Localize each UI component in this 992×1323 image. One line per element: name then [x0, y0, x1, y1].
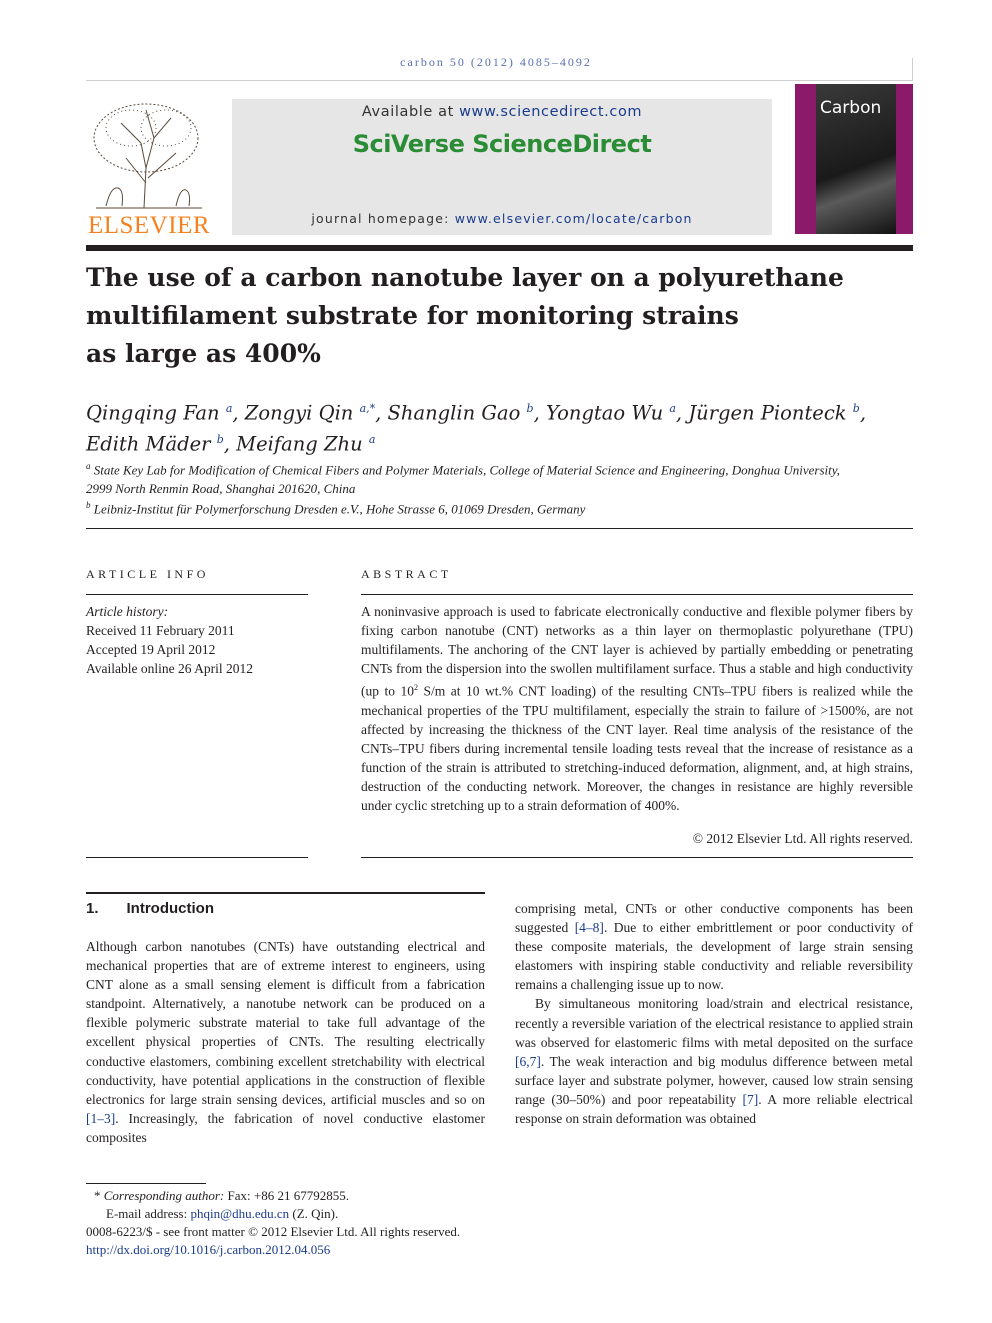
section-title: Introduction	[126, 900, 214, 917]
paragraph	[86, 937, 485, 1147]
author-name[interactable]: Qingqing Fan	[86, 401, 220, 425]
email-label: E-mail address:	[106, 1206, 191, 1221]
publisher-logo-text: ELSEVIER	[87, 212, 211, 239]
section-heading	[86, 900, 214, 917]
corresponding-author-note	[86, 1187, 686, 1205]
paragraph-text: . Increasingly, the fabrication of novel conductive elastomer composites	[86, 1110, 485, 1145]
footnote-marker: *	[94, 1188, 101, 1203]
footnotes	[86, 1187, 686, 1259]
abstract-superscript: 2	[414, 683, 419, 693]
article-info-rule	[86, 594, 308, 595]
cover-title: Carbon	[820, 98, 882, 118]
affiliation-b	[86, 496, 914, 518]
history-label: Article history:	[86, 604, 169, 619]
abstract-text: S/m at 10 wt.% CNT loading) of the resulting CNTs–TPU fibers is realized while the mechanical properties of the TPU multifilament, especially the strain to failure of >1500%, are not affected by increasing the thickness of the CNT layer. Real time analysis of the resistance of the CNTs–TPU fibers during incremental tensile loading tests reveal that the increase of resistance as a function of the strain is attributed to stretching-induced deformation, alignment, and, at high strains, destruction of the conducting network. Moreover, the changes in resistance are highly reversible under cyclic stretching up to a strain deformation of 400%.	[361, 683, 913, 814]
article-history	[86, 602, 306, 678]
author-affiliation-marker[interactable]: b	[526, 402, 534, 415]
article-info-heading: ARTICLE INFO	[86, 567, 209, 581]
corresponding-fax: Fax: +86 21 67792855.	[224, 1188, 349, 1203]
header-divider-tick	[912, 58, 913, 80]
author-name[interactable]: Shanglin Gao	[387, 401, 521, 425]
tree-icon	[86, 98, 212, 213]
citation-link[interactable]: [4–8]	[574, 920, 604, 936]
author-affiliation-marker[interactable]: a	[669, 402, 676, 415]
paragraph-text: . Due to either embrittlement or poor conductivity of these composite materials, the development of large strain sensing elastomers with inspiring stable conductivity and reliable reversibility remains a challenging issue up to now.	[515, 920, 913, 993]
journal-homepage-link[interactable]: www.elsevier.com/locate/carbon	[454, 211, 693, 226]
abstract-copyright: © 2012 Elsevier Ltd. All rights reserved.	[692, 831, 913, 846]
affiliation-a	[86, 457, 914, 498]
title-line: The use of a carbon nanotube layer on a polyurethane	[86, 263, 844, 292]
intro-right-column	[515, 899, 913, 1128]
paragraph-text: . A more reliable electrical response on strain deformation was obtained	[515, 1091, 914, 1127]
online-date: Available online 26 April 2012	[86, 661, 253, 676]
author-list: Qingqing Fan $^a$, Zongyi Qin $^{a,*}$, Shanglin Gao $^b$, Yongtao Wu $^a$, Jürgen Pionteck $^b$, Edith Mäder $^b$, Meifang Zhu $^a$	[86, 401, 867, 455]
affiliations-divider	[86, 528, 913, 529]
author-affiliation-marker[interactable]: a,*	[359, 402, 376, 415]
sciverse-logo-text: SciVerse ScienceDirect	[352, 130, 652, 158]
running-head: carbon 50 (2012) 4085–4092	[400, 55, 592, 69]
author-name[interactable]: Zongyi Qin	[244, 401, 354, 425]
abstract-bottom-rule	[361, 857, 913, 858]
available-at	[232, 104, 772, 120]
header-divider	[86, 80, 913, 81]
citation-link[interactable]: [6,7]	[515, 1053, 541, 1069]
author-affiliation-marker[interactable]: a	[225, 402, 233, 415]
abstract-body	[361, 602, 913, 816]
author-affiliation-marker[interactable]: b	[852, 402, 860, 415]
affiliation-label: a	[86, 461, 91, 471]
paragraph-text: Although carbon nanotubes (CNTs) have outstanding electrical and mechanical properties that are of extreme interest to engineers, using CNT alone as a small sensing element is difficult from a fabrication standpoint. Alternatively, a nanotube network can be produced on a flexible polymeric substrate material to take full advantage of the excellent physical properties of CNTs. The resulting electrically conductive elastomers, combining excellent stretchability with electrical conductivity, have potential applications in the construction of flexible electronics for large strain sensing devices, artificial muscles and so on	[86, 939, 485, 1107]
affiliation-text: 2999 North Renmin Road, Shanghai 201620, China	[86, 481, 356, 497]
header-thick-rule	[86, 245, 913, 251]
email-note	[86, 1205, 686, 1223]
author-affiliation-marker[interactable]: b	[216, 432, 224, 446]
received-date: Received 11 February 2011	[86, 623, 235, 638]
author-name[interactable]: Jürgen Pionteck	[688, 401, 847, 425]
article-info-bottom-rule	[86, 857, 308, 858]
author-affiliation-marker[interactable]: a	[368, 432, 376, 446]
paragraph	[515, 994, 913, 1128]
section-number: 1.	[86, 900, 99, 917]
author-name[interactable]: Edith Mäder	[86, 432, 211, 455]
article-title	[86, 259, 916, 373]
paragraph	[515, 899, 913, 994]
affiliation-text: Leibniz-Institut für Polymerforschung Dresden e.V., Hohe Strasse 6, 01069 Dresden, Germany	[93, 501, 586, 517]
issn-line: 0008-6223/$ - see front matter © 2012 Elsevier Ltd. All rights reserved.	[86, 1224, 461, 1239]
sciencedirect-link[interactable]: www.sciencedirect.com	[459, 104, 643, 120]
available-at-label: Available at	[361, 104, 460, 120]
title-line: multifilament substrate for monitoring strains	[86, 301, 739, 330]
abstract-text: A noninvasive approach is used to fabricate electronically conductive and flexible polymer fibers by fixing carbon nanotube (CNT) networks as a thin layer on thermoplastic polyurethane (TPU) multifilaments. The anchoring of the CNT layer is achieved by partially embedding or penetrating CNTs from the dispersion into the swollen multifilament surface. Thus a stable and high conductivity (up to 10	[361, 604, 913, 699]
author-name[interactable]: Meifang Zhu	[236, 432, 363, 455]
affiliation-text: State Key Lab for Modification of Chemical Fibers and Polymer Materials, College of Material Science and Engineering, Donghua University,	[93, 462, 841, 478]
footnote-divider	[86, 1183, 206, 1184]
journal-homepage	[232, 211, 772, 226]
paragraph-text: By simultaneous monitoring load/strain and electrical resistance, recently a reversible variation of the electrical resistance to applied strain was observed for elastomeric films with metal deposited on the surface	[515, 996, 913, 1050]
affiliation-label: b	[86, 500, 91, 510]
citation-link[interactable]: [1–3]	[86, 1110, 116, 1126]
doi-link[interactable]: http://dx.doi.org/10.1016/j.carbon.2012.04.056	[86, 1242, 331, 1257]
author-name[interactable]: Yongtao Wu	[545, 401, 664, 425]
email-link[interactable]: phqin@dhu.edu.cn	[190, 1206, 290, 1221]
accepted-date: Accepted 19 April 2012	[86, 642, 216, 657]
homepage-label: journal homepage:	[311, 211, 455, 226]
abstract-heading: ABSTRACT	[361, 567, 452, 581]
citation-link[interactable]: [7]	[742, 1091, 759, 1107]
intro-left-column	[86, 937, 485, 1147]
corresponding-label: Corresponding author:	[103, 1188, 225, 1203]
abstract-rule	[361, 594, 913, 595]
intro-top-rule	[86, 892, 485, 894]
paragraph-text: . The weak interaction and big modulus difference between metal surface layer and substrate polymer, however, caused low strain sensing range (30–50%) and poor repeatability	[515, 1053, 913, 1107]
email-suffix: (Z. Qin).	[289, 1206, 339, 1221]
paragraph-text: comprising metal, CNTs or other conductive components has been suggested	[515, 901, 913, 936]
title-line: as large as 400%	[86, 339, 321, 368]
